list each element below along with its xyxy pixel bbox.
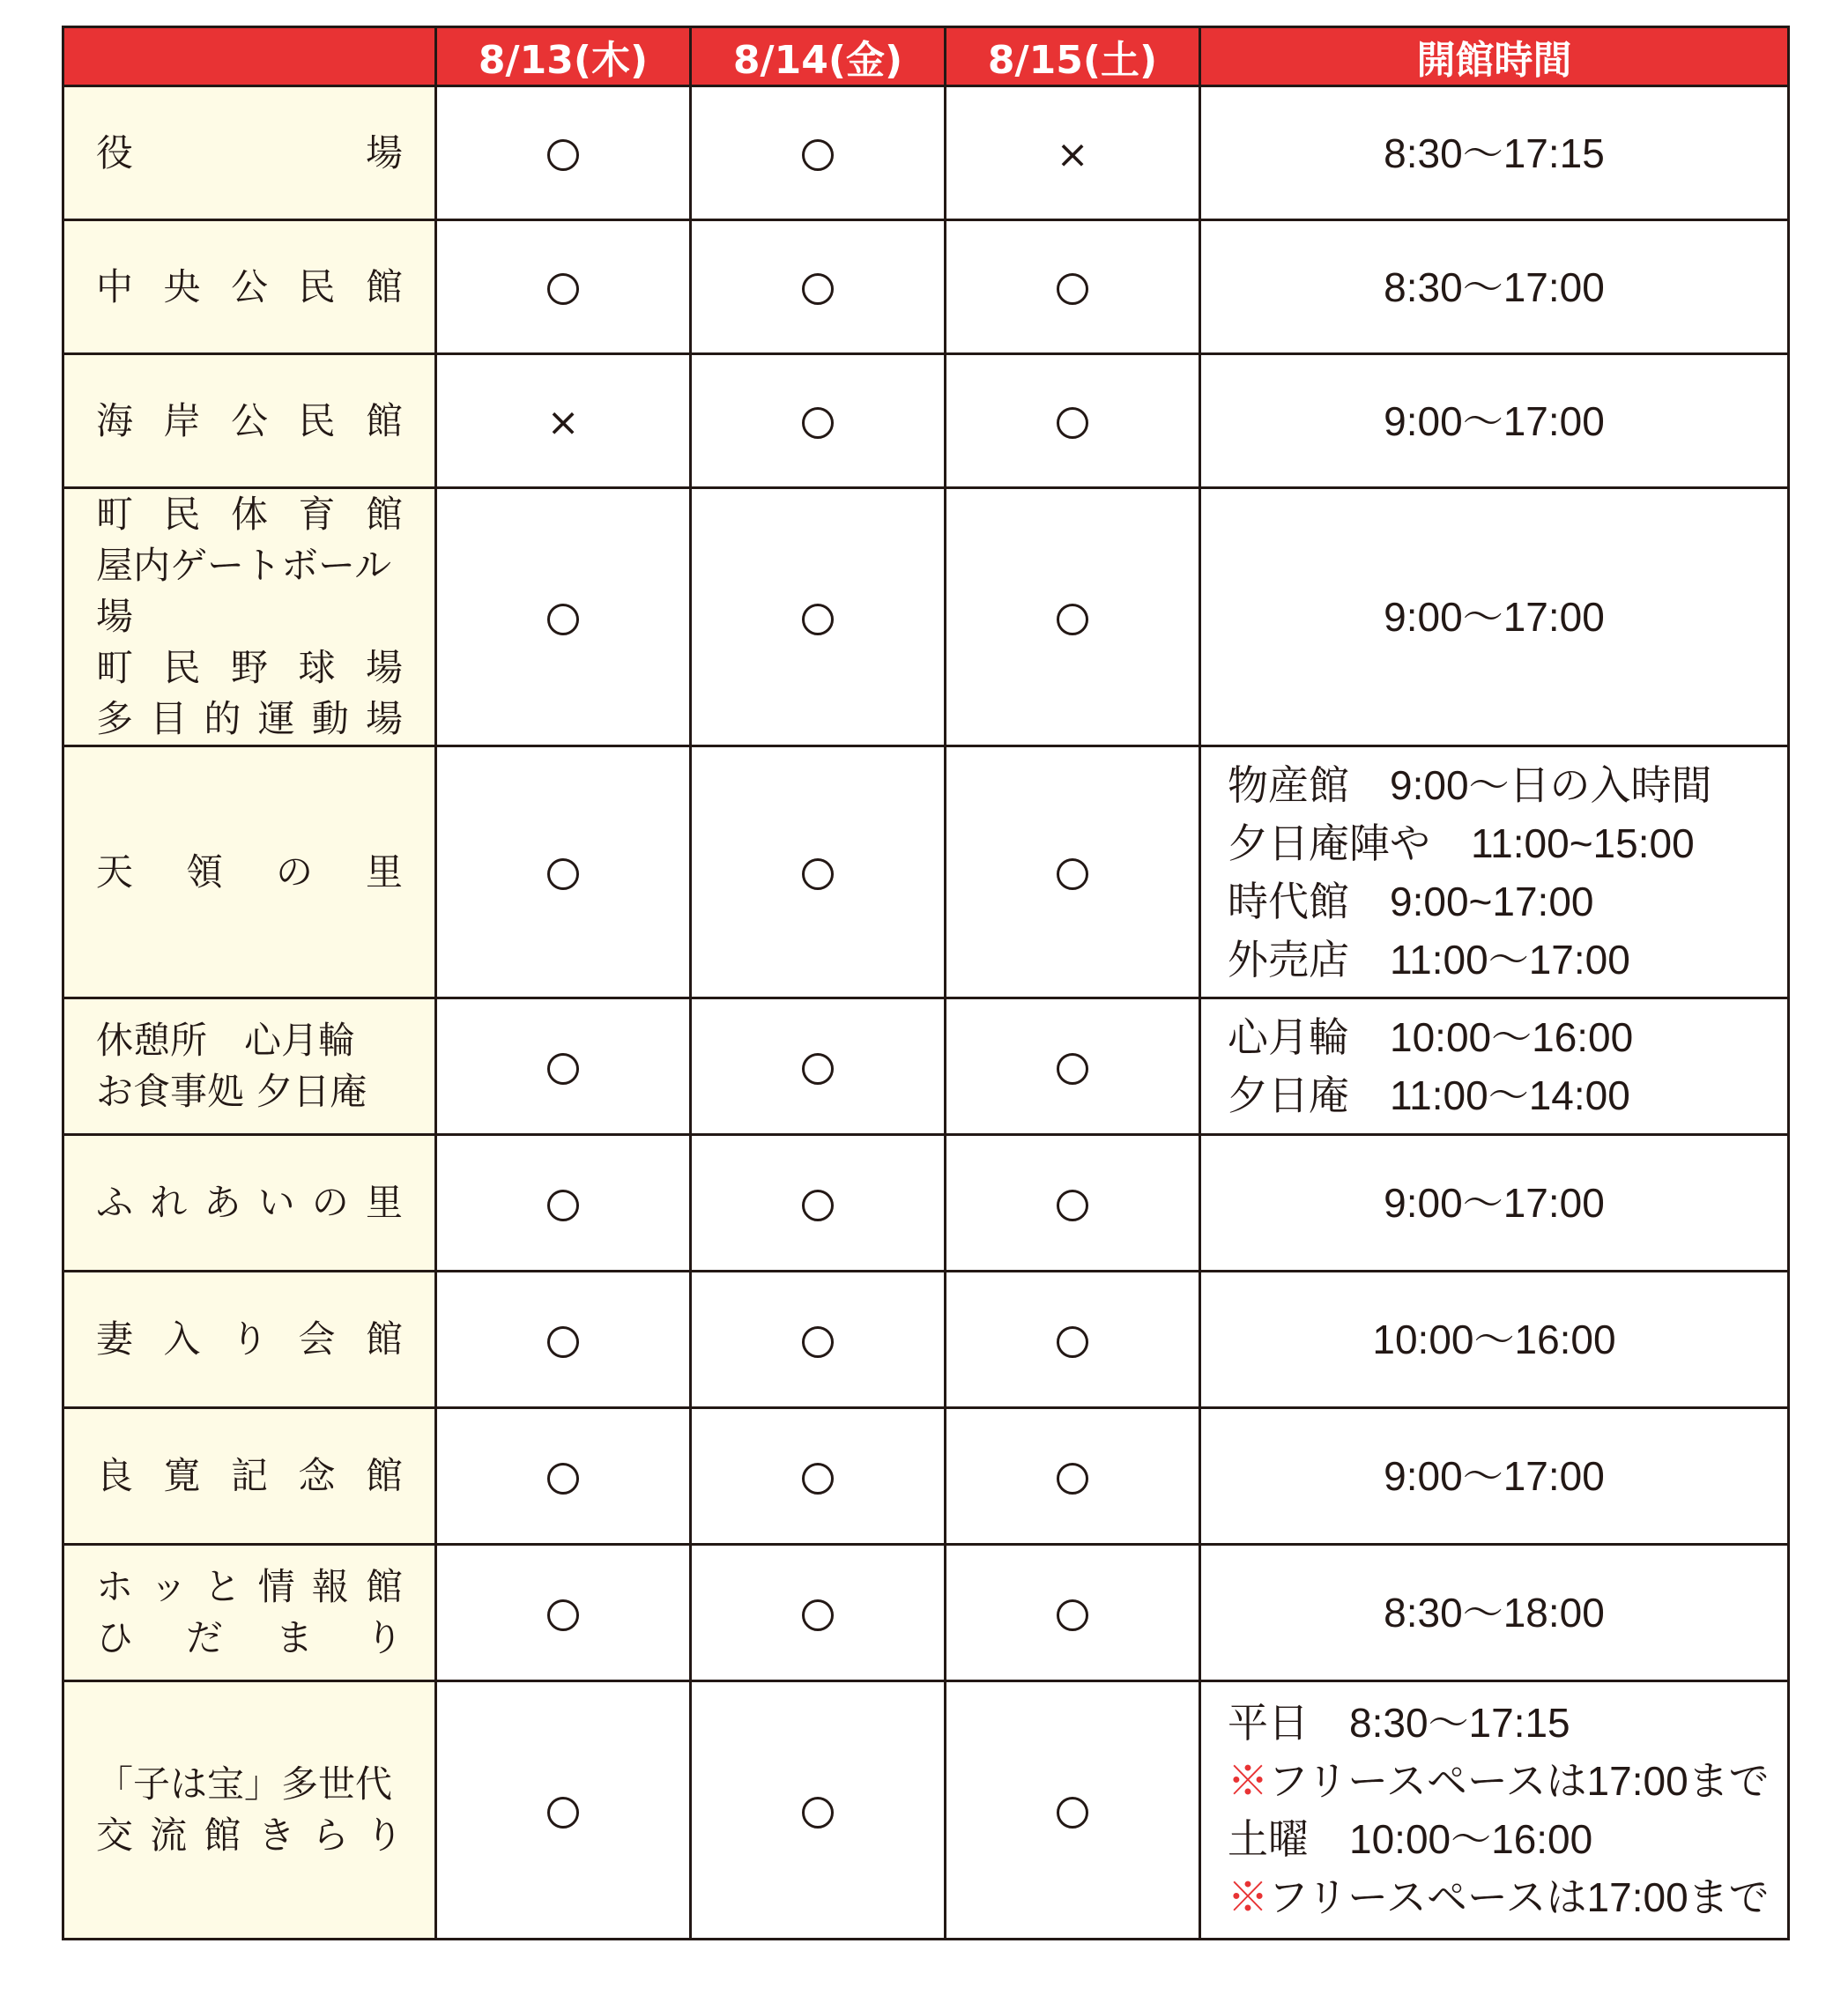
availability-cell-day-2 [691,1135,946,1272]
availability-cell-day-3 [946,488,1200,746]
facility-name-char: 入 [163,1317,201,1361]
facility-name-char: き [257,1814,295,1857]
facility-name-char: 館 [365,264,403,308]
facility-name-char: 多 [96,697,134,740]
table-row [63,220,1789,354]
facility-name-char: 館 [365,1454,403,1497]
facility-name-char: い [257,1181,295,1224]
open-circle-mark [1057,407,1088,439]
facility-name-char: 屋内ゲートボール場 [96,544,392,638]
facility-name-char: 場 [365,646,403,689]
facility-name-char: だ [185,1616,223,1659]
facility-name-char: 天 [96,849,134,894]
table-row [63,1135,1789,1272]
facility-name-char: り [230,1317,268,1361]
availability-cell-day-1 [436,746,691,998]
facility-name-char: お食事処 夕日庵 [96,1070,367,1113]
facility-name-char: 民 [163,646,201,689]
availability-cell-day-3 [946,354,1200,488]
facility-name-char: ま [275,1616,313,1659]
open-circle-mark [802,858,834,890]
facility-name-char: 館 [365,398,403,442]
hours-line: 夕日庵 11:00〜14:00 [1228,1072,1630,1118]
facility-name-char: あ [204,1181,241,1224]
availability-cell-day-2 [691,1545,946,1681]
open-circle-mark [802,139,834,171]
open-circle-mark [1057,1599,1088,1631]
note-text: フリースペースは17:00まで [1268,1874,1770,1920]
open-circle-mark [802,1053,834,1085]
facility-name-char: 里 [365,849,403,894]
facility-name-char: 会 [298,1317,336,1361]
availability-cell-day-3 [946,1545,1200,1681]
open-circle-mark [547,858,579,890]
facility-name-char: ひ [96,1616,134,1659]
hours-line: 時代館 9:00~17:00 [1228,878,1594,924]
availability-cell-day-1 [436,1135,691,1272]
facility-name-char: り [365,1616,403,1659]
availability-cell-day-1 [436,1408,691,1545]
facility-name-char: と [204,1565,241,1608]
facility-name-line [96,489,403,540]
hours-cell [1200,1135,1789,1272]
facility-cell [63,1272,436,1408]
facility-name-line [96,694,403,745]
facility-name-char: 館 [365,1565,403,1608]
availability-cell-day-3 [946,86,1200,220]
facility-name-line [96,1759,403,1810]
availability-cell-day-1 [436,1272,691,1408]
closed-cross-mark: × [546,400,580,445]
hours-line: 8:30〜17:00 [1384,263,1605,310]
open-circle-mark [1057,604,1088,635]
availability-cell-day-3 [946,998,1200,1135]
schedule-table [62,26,1790,1940]
hours-line [1228,1752,1787,1810]
open-circle-mark [802,1599,834,1631]
facility-name-line [96,1562,403,1613]
open-circle-mark [547,1326,579,1358]
facility-cell [63,1545,436,1681]
open-circle-mark [802,1190,834,1221]
hours-cell [1200,746,1789,998]
open-circle-mark [802,1797,834,1829]
table-row [63,488,1789,746]
open-circle-mark [1057,1053,1088,1085]
availability-cell-day-1 [436,1545,691,1681]
facility-name-line [96,396,403,447]
facility-cell [63,86,436,220]
open-circle-mark [547,139,579,171]
facility-cell [63,1408,436,1545]
facility-name-char: 央 [163,264,201,308]
facility-name-char: 的 [204,697,241,740]
facility-name-line [96,1810,403,1861]
open-circle-mark [547,273,579,305]
facility-name-char: 育 [298,493,336,536]
facility-name-line [96,1450,403,1502]
facility-name-line [96,540,403,642]
availability-cell-day-3 [946,220,1200,354]
open-circle-mark [1057,1326,1088,1358]
open-circle-mark [547,1190,579,1221]
facility-name-line [96,1613,403,1664]
header-day-3: 8/15(土) [946,27,1200,86]
hours-line: 平日 8:30〜17:15 [1228,1700,1570,1746]
hours-cell [1200,354,1789,488]
facility-name-char: 公 [230,398,268,442]
availability-cell-day-1 [436,86,691,220]
facility-name-line [96,847,403,898]
header-row [63,27,1789,86]
facility-name-char: 岸 [163,398,201,442]
note-mark: ※ [1228,1874,1268,1920]
open-circle-mark [1057,858,1088,890]
availability-cell-day-3 [946,746,1200,998]
facility-cell [63,354,436,488]
hours-line: 夕日庵陣や 11:00~15:00 [1228,820,1695,866]
hours-line: 9:00〜17:00 [1384,397,1605,444]
facility-cell [63,1135,436,1272]
open-circle-mark [802,604,834,635]
facility-name-char: 領 [185,849,223,894]
facility-name-char: 妻 [96,1317,134,1361]
availability-cell-day-3 [946,1408,1200,1545]
facility-name-line [96,1177,403,1228]
facility-name-char: 中 [96,264,134,308]
availability-cell-day-3 [946,1681,1200,1940]
facility-name-char: 寛 [163,1454,201,1497]
hours-cell [1200,1408,1789,1545]
facility-name-char: ッ [150,1565,188,1608]
table-row [63,354,1789,488]
table-row [63,1545,1789,1681]
facility-cell [63,220,436,354]
availability-cell-day-1 [436,220,691,354]
facility-name-char: 「子は宝」多世代 [96,1762,393,1806]
open-circle-mark [1057,1797,1088,1829]
availability-cell-day-1 [436,998,691,1135]
open-circle-mark [547,1053,579,1085]
facility-name-char: 交 [96,1814,134,1857]
hours-line: 9:00〜17:00 [1384,1453,1605,1499]
hours-cell [1200,220,1789,354]
facility-name-char: 報 [311,1565,349,1608]
facility-name-char: 球 [298,646,336,689]
header-day-1: 8/13(木) [436,27,691,86]
facility-name-line [96,1314,403,1365]
availability-cell-day-2 [691,354,946,488]
facility-name-char: 動 [311,697,349,740]
facility-cell [63,1681,436,1940]
availability-cell-day-2 [691,746,946,998]
facility-name-char: 場 [365,130,403,174]
facility-name-line [96,128,403,179]
availability-cell-day-3 [946,1135,1200,1272]
availability-cell-day-2 [691,86,946,220]
note-text: フリースペースは17:00まで [1268,1758,1770,1804]
facility-name-char: 民 [163,493,201,536]
availability-cell-day-1 [436,1681,691,1940]
availability-cell-day-1 [436,354,691,488]
facility-name-char: 念 [298,1454,336,1497]
facility-name-char: 情 [257,1565,295,1608]
header-day-2: 8/14(金) [691,27,946,86]
open-circle-mark [802,1463,834,1495]
hours-line: 8:30〜18:00 [1384,1590,1605,1636]
facility-name-char: 公 [230,264,268,308]
facility-name-line [96,1015,403,1066]
facility-name-line [96,262,403,313]
availability-cell-day-2 [691,1681,946,1940]
header-corner [63,27,436,86]
facility-name-char: れ [150,1181,188,1224]
header-hours: 開館時間 [1200,27,1789,86]
open-circle-mark [547,604,579,635]
facility-name-char: ふ [96,1181,134,1224]
open-circle-mark [547,1463,579,1495]
table-row [63,746,1789,998]
table-row [63,1408,1789,1545]
hours-line: 8:30〜17:15 [1384,130,1605,176]
facility-name-char: の [275,849,313,894]
hours-line: 9:00〜17:00 [1384,1180,1605,1226]
table-row [63,1272,1789,1408]
availability-cell-day-2 [691,1272,946,1408]
note-mark: ※ [1228,1758,1268,1804]
facility-name-char: 野 [230,646,268,689]
table-row [63,998,1789,1135]
facility-cell [63,488,436,746]
hours-cell [1200,1545,1789,1681]
facility-cell [63,998,436,1135]
hours-cell [1200,1681,1789,1940]
facility-name-char: 体 [230,493,268,536]
open-circle-mark [547,1599,579,1631]
availability-cell-day-3 [946,1272,1200,1408]
hours-line: 土曜 10:00〜16:00 [1228,1816,1593,1862]
availability-cell-day-2 [691,1408,946,1545]
facility-cell [63,746,436,998]
open-circle-mark [802,407,834,439]
facility-name-char: 場 [365,697,403,740]
facility-name-char: 町 [96,493,134,536]
availability-cell-day-2 [691,998,946,1135]
facility-name-char: 館 [365,493,403,536]
availability-cell-day-1 [436,488,691,746]
facility-name-char: 民 [298,398,336,442]
facility-name-char: 流 [150,1814,188,1857]
facility-name-char: 民 [298,264,336,308]
facility-name-char: ら [311,1814,349,1857]
hours-cell [1200,998,1789,1135]
facility-name-line [96,642,403,694]
facility-name-char: 休憩所 心月輪 [96,1019,356,1062]
availability-cell-day-2 [691,220,946,354]
hours-cell [1200,1272,1789,1408]
facility-name-char: 館 [204,1814,241,1857]
hours-cell [1200,86,1789,220]
facility-name-char: 里 [365,1181,403,1224]
open-circle-mark [1057,1190,1088,1221]
open-circle-mark [802,1326,834,1358]
facility-name-char: 記 [230,1454,268,1497]
facility-name-char: 町 [96,646,134,689]
facility-name-char: り [365,1814,403,1857]
closed-cross-mark: × [1056,132,1089,177]
open-circle-mark [547,1797,579,1829]
facility-name-char: ホ [96,1565,134,1608]
hours-line [1228,1868,1787,1926]
open-circle-mark [1057,1463,1088,1495]
facility-name-char: 良 [96,1454,134,1497]
facility-name-char: の [311,1181,349,1224]
availability-cell-day-2 [691,488,946,746]
facility-name-char: 目 [150,697,188,740]
open-circle-mark [1057,273,1088,305]
table-row [63,86,1789,220]
open-circle-mark [802,273,834,305]
hours-line: 10:00〜16:00 [1372,1317,1616,1362]
facility-name-char: 役 [96,130,134,174]
hours-line: 外売店 11:00〜17:00 [1228,936,1630,983]
facility-name-line [96,1066,403,1117]
hours-line: 9:00〜17:00 [1384,594,1605,640]
hours-cell [1200,488,1789,746]
facility-name-char: 館 [365,1317,403,1361]
facility-name-char: 海 [96,398,134,442]
table-row [63,1681,1789,1940]
hours-line: 物産館 9:00〜日の入時間 [1228,761,1712,808]
hours-line: 心月輪 10:00〜16:00 [1228,1014,1634,1060]
facility-name-char: 運 [257,697,295,740]
